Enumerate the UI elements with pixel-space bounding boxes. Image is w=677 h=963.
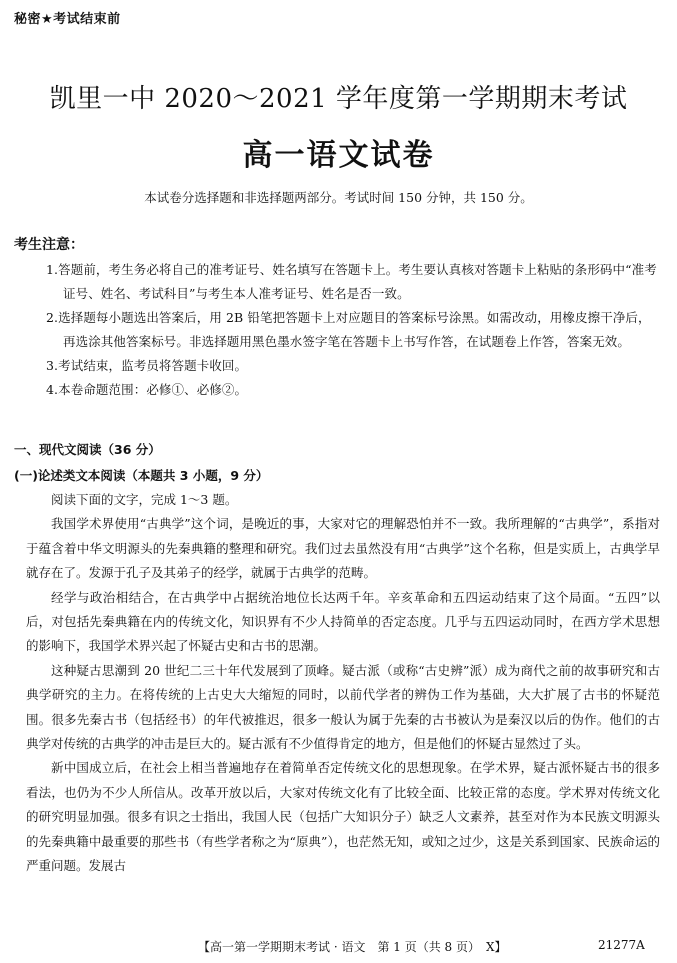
passage-paragraph: 阅读下面的文字，完成 1～3 题。: [51, 492, 238, 507]
passage-paragraph: 我国学术界使用“古典学”这个词，是晚近的事，大家对它的理解恐怕并不一致。我所理解的“古典学”，系指对于蕴含着中华文明源头的先秦典籍的整理和研究。我们过去虽然没有用“古典学”这个名称，但是实质上，古典学早就存在了。发源于孔子及其弟子的经学，就属于古典学的范畴。: [26, 516, 660, 581]
passage-paragraph: 经学与政治相结合，在古典学中占据统治地位长达两千年。辛亥革命和五四运动结束了这个局面。“五四”以后，对包括先秦典籍在内的传统文化，知识界有不少人持简单的否定态度。几乎与五四运动同时，在西方学术思想的影响下，我国学术界兴起了怀疑古史和古书的思潮。: [26, 589, 660, 654]
passage-paragraph: 这种疑古思潮到 20 世纪二三十年代发展到了顶峰。疑古派（或称“古史辨”派）成为商代之前的故事研究和古典学研究的主力。在将传统的上古史大大缩短的同时，以前代学者的辨伪工作为基础，大大扩展了古书的怀疑范围。很多先秦古书（包括经书）的年代被推迟，很多一般认为属于先秦的古书被认为是秦汉以后的伪作。他们的古典学对传统的古典学的冲击是巨大的。疑古派有不少值得肯定的地方，但是他们的怀疑古显然过了头。: [26, 662, 660, 752]
notice-item: 2.选择题每小题选出答案后，用 2B 铅笔把答题卡上对应题目的答案标号涂黑。如需改动，用橡皮擦干净后，再选涂其他答案标号。非选择题用黑色墨水签字笔在答题卡上书写作答，在试题卷上作答，答案无效。: [46, 310, 651, 349]
exam-intro: 本试卷分选择题和非选择题两部分。考试时间 150 分钟，共 150 分。: [144, 190, 533, 205]
footer-code: 21277A: [598, 938, 645, 952]
paper-title: 高一语文试卷: [242, 138, 435, 173]
notice-item: 1.答题前，考生务必将自己的准考证号、姓名填写在答题卡上。考生要认真核对答题卡上粘贴的条形码中“准考证号、姓名、考试科目”与考生本人准考证号、姓名是否一致。: [46, 262, 657, 301]
exam-title: 凯里一中 2020～2021 学年度第一学期期末考试: [49, 84, 628, 114]
reading-passage: [26, 488, 660, 879]
passage-paragraph: 新中国成立后，在社会上相当普遍地存在着简单否定传统文化的思想现象。在学术界，疑古派怀疑古书的很多看法，也仍为不少人所信从。改革开放以后，大家对传统文化有了比较全面、比较正常的态度。学术界对传统文化的研究明显加强。很多有识之士指出，我国人民（包括广大知识分子）缺乏人文素养，甚至对作为本民族文明源头的先秦典籍中最重要的那些书（有些学者称之为“原典”），也茫然无知，或知之过少，这是关系到国家、民族命运的严重问题。发展古: [26, 760, 660, 874]
section-subheading: (一)论述类文本阅读（本题共 3 小题，9 分）: [14, 468, 269, 483]
footer-page-info: 【高一第一学期期末考试 · 语文 第 1 页（共 8 页） X】: [198, 940, 507, 954]
notice-list: [46, 258, 658, 402]
notice-title: 考生注意：: [14, 237, 84, 253]
secret-label: 秘密★考试结束前: [14, 12, 121, 27]
notice-item: 4.本卷命题范围：必修①、必修②。: [46, 382, 248, 397]
section-heading: 一、现代文阅读（36 分）: [14, 442, 161, 457]
notice-item: 3.考试结束，监考员将答题卡收回。: [46, 358, 248, 373]
